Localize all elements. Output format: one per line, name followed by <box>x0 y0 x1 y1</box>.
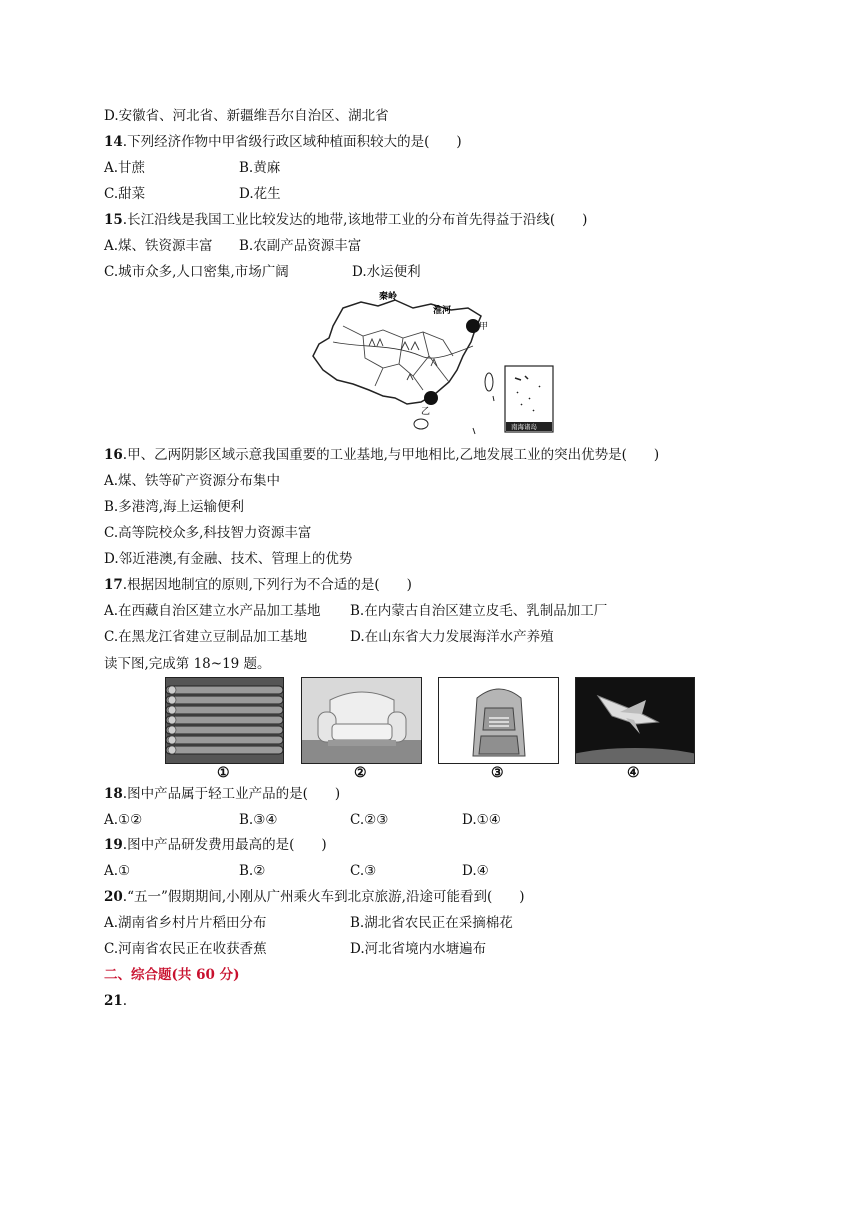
river <box>333 342 473 358</box>
q21-text: . <box>122 993 128 1009</box>
q14-text: .下列经济作物中甲省级行政区域种植面积较大的是( ) <box>122 134 462 150</box>
q15-number: 15 <box>104 212 123 228</box>
q19-option-d: D.④ <box>462 863 489 879</box>
photo-logs <box>165 677 284 764</box>
q14-option-a: A.甘蔗 <box>104 160 146 176</box>
space-shuttle-image <box>576 678 694 763</box>
region-yi-shading <box>424 391 438 405</box>
q20-option-b: B.湖北省农民正在采摘棉花 <box>350 915 513 931</box>
photo-armchair <box>301 677 422 764</box>
photo-label-4: ④ <box>627 765 640 781</box>
china-industrial-map <box>303 286 563 442</box>
q15-option-c: C.城市众多,人口密集,市场广阔 <box>104 264 289 280</box>
q17-option-b: B.在内蒙古自治区建立皮毛、乳制品加工厂 <box>350 603 608 619</box>
q20-stem <box>104 888 525 906</box>
q18-number: 18 <box>104 786 123 802</box>
region-jia-shading <box>466 319 480 333</box>
q15-text: .长江沿线是我国工业比较发达的地带,该地带工业的分布首先得益于沿线( ) <box>122 212 588 228</box>
inset-title: 南海诸岛 <box>511 423 537 431</box>
label-huaihe: 淮河 <box>433 306 452 316</box>
q16-option-a: A.煤、铁等矿产资源分布集中 <box>104 473 281 489</box>
q17-stem <box>104 576 412 594</box>
q15-option-b: B.农副产品资源丰富 <box>239 238 362 254</box>
q18-option-a: A.①② <box>104 812 143 828</box>
q19-number: 19 <box>104 837 123 853</box>
q19-option-b: B.② <box>239 863 266 879</box>
photo-label-1: ① <box>217 765 230 781</box>
nine-dash-marks <box>473 396 494 434</box>
q19-option-c: C.③ <box>350 863 377 879</box>
label-qinling: 秦岭 <box>379 292 398 302</box>
q21-number: 21 <box>104 993 123 1009</box>
q17-option-d: D.在山东省大力发展海洋水产养殖 <box>350 629 554 645</box>
q15-stem <box>104 211 587 229</box>
q14-number: 14 <box>104 134 123 150</box>
q21-stem <box>104 992 127 1010</box>
armchair-image <box>302 678 421 763</box>
q20-option-c: C.河南省农民正在收获香蕉 <box>104 941 267 957</box>
photo-backpack <box>438 677 559 764</box>
q19-stem <box>104 836 327 854</box>
q18-text: .图中产品属于轻工业产品的是( ) <box>122 786 341 802</box>
q16-option-c: C.高等院校众多,科技智力资源丰富 <box>104 525 312 541</box>
taiwan-island <box>485 373 493 391</box>
q16-stem <box>104 446 659 464</box>
q16-text: .甲、乙两阴影区域示意我国重要的工业基地,与甲地相比,乙地发展工业的突出优势是( ) <box>122 447 660 463</box>
label-jia: 甲 <box>479 322 489 332</box>
label-yi: 乙 <box>421 407 431 417</box>
photo-space-shuttle <box>575 677 695 764</box>
q15-option-a: A.煤、铁资源丰富 <box>104 238 213 254</box>
q16-number: 16 <box>104 447 123 463</box>
q18-option-d: D.①④ <box>462 812 501 828</box>
q14-option-c: C.甜菜 <box>104 186 146 202</box>
q16-option-b: B.多港湾,海上运输便利 <box>104 499 245 515</box>
q20-number: 20 <box>104 889 123 905</box>
q20-text: .“五一”假期期间,小刚从广州乘火车到北京旅游,沿途可能看到( ) <box>122 889 525 905</box>
hainan-island <box>414 419 428 429</box>
coastline <box>313 300 481 404</box>
q17-number: 17 <box>104 577 123 593</box>
mountains <box>369 339 437 380</box>
q17-option-a: A.在西藏自治区建立水产品加工基地 <box>104 603 321 619</box>
photo-label-3: ③ <box>491 765 504 781</box>
q14-stem <box>104 133 462 151</box>
q13-option-d: D.安徽省、河北省、新疆维吾尔自治区、湖北省 <box>104 108 389 124</box>
q18-option-b: B.③④ <box>239 812 278 828</box>
q14-option-b: B.黄麻 <box>239 160 281 176</box>
photo-label-2: ② <box>354 765 367 781</box>
logs-image <box>166 678 283 763</box>
q16-option-d: D.邻近港澳,有金融、技术、管理上的优势 <box>104 551 353 567</box>
q20-option-d: D.河北省境内水塘遍布 <box>350 941 487 957</box>
q17-option-c: C.在黑龙江省建立豆制品加工基地 <box>104 629 308 645</box>
read-instruction: 读下图,完成第 18~19 题。 <box>104 656 271 672</box>
q18-option-c: C.②③ <box>350 812 389 828</box>
q18-stem <box>104 785 340 803</box>
q19-text: .图中产品研发费用最高的是( ) <box>122 837 327 853</box>
backpack-image <box>439 678 558 763</box>
q20-option-a: A.湖南省乡村片片稻田分布 <box>104 915 267 931</box>
q17-text: .根据因地制宜的原则,下列行为不合适的是( ) <box>122 577 412 593</box>
q15-option-d: D.水运便利 <box>352 264 421 280</box>
section-2-heading: 二、综合题(共 60 分) <box>104 967 240 983</box>
q19-option-a: A.① <box>104 863 131 879</box>
q14-option-d: D.花生 <box>239 186 281 202</box>
